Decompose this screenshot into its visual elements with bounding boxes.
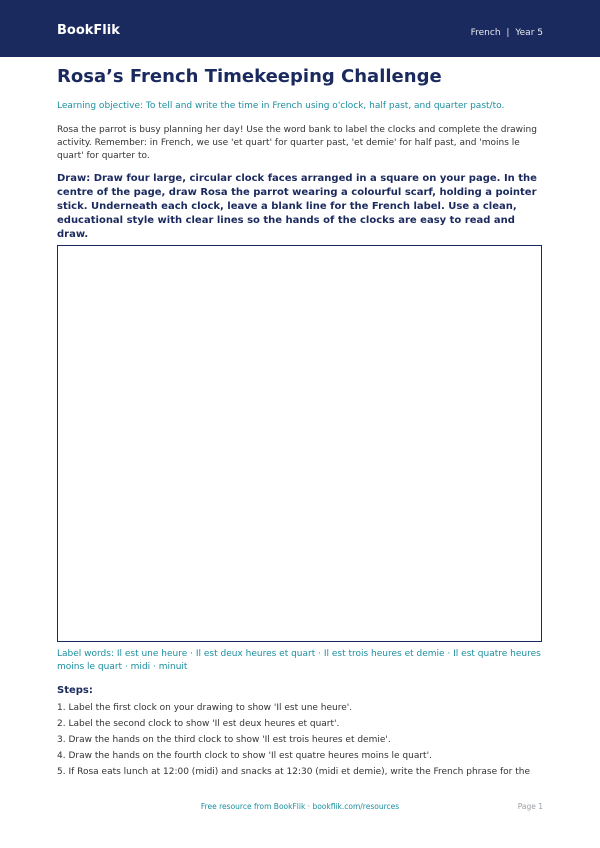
step-item: 3. Draw the hands on the third clock to show 'Il est trois heures et demie'. [57,735,391,745]
page-header [0,0,600,57]
step-item: 5. If Rosa eats lunch at 12:00 (midi) and snacks at 12:30 (midi et demie), write the French phrase for the [57,767,530,777]
learning-objective: Learning objective: To tell and write the time in French using o'clock, half past, and quarter past/to. [57,101,505,111]
step-item: 4. Draw the hands on the fourth clock to show 'Il est quatre heures moins le quart'. [57,751,432,761]
footer-credit: Free resource from BookFlik · bookflik.com/resources [200,802,400,811]
subject-label: French [470,28,501,38]
step-item: 2. Label the second clock to show 'Il est deux heures et quart'. [57,719,340,729]
year-label: Year 5 [515,28,543,38]
label-word-bank: Label words: Il est une heure · Il est deux heures et quart · Il est trois heures et demie · Il est quatre heures moins le quart · midi · minuit [57,649,541,672]
page-number: Page 1 [517,802,543,811]
intro-paragraph: Rosa the parrot is busy planning her day! Use the word bank to label the clocks and complete the drawing activity. Remember: in French, we use 'et quart' for quarter past, 'et demie' for half past, and 'moins le quart' for quarter to. [57,125,537,161]
page-title: Rosa’s French Timekeeping Challenge [57,66,442,87]
subject-year [471,27,543,39]
brand-logo: BookFlik [57,23,120,38]
steps-list [57,702,547,782]
meta-separator: | [506,28,510,38]
draw-instruction: Draw: Draw four large, circular clock faces arranged in a square on your page. In the centre of the page, draw Rosa the parrot wearing a colourful scarf, holding a pointer stick. Underneath each clock, leave a blank line for the French label. Use a clean, educational style with clear lines so the hands of the clocks are easy to read and draw. [57,173,537,240]
drawing-area[interactable] [57,245,542,642]
step-item: 1. Label the first clock on your drawing to show 'Il est une heure'. [57,703,353,713]
steps-heading: Steps: [57,685,93,696]
